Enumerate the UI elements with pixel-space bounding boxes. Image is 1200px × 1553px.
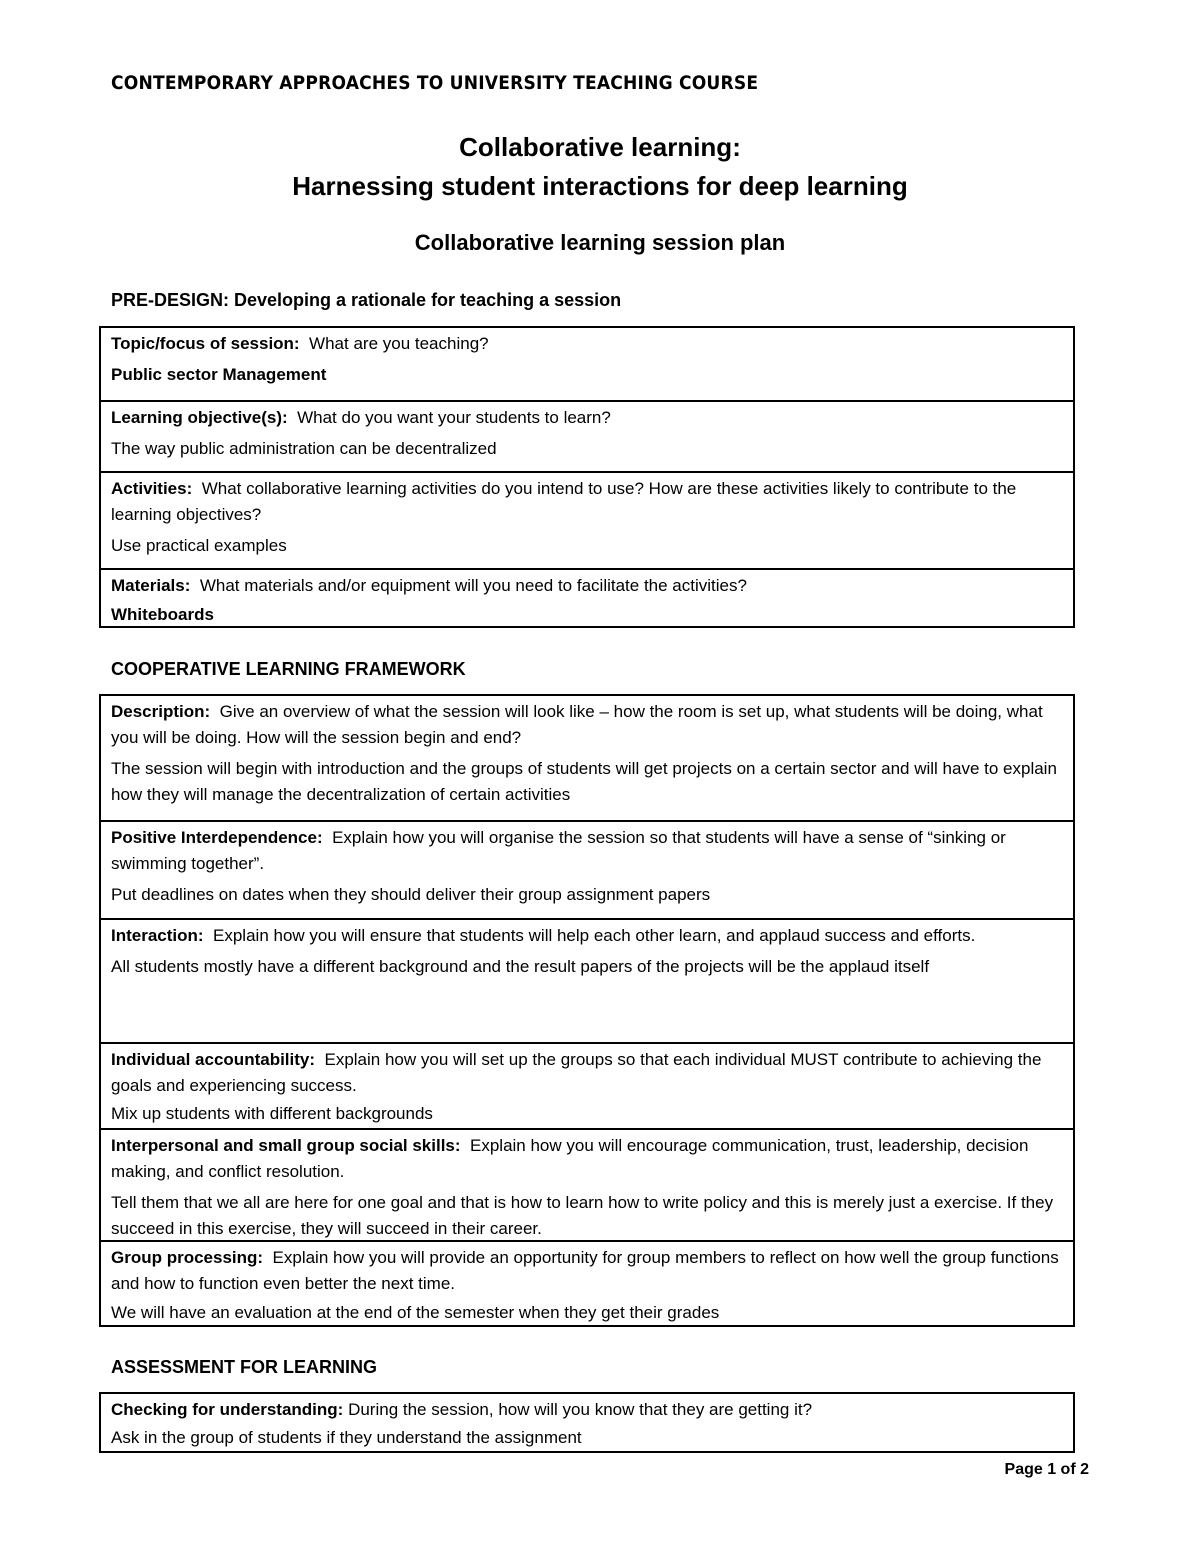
row-label: Topic/focus of session: — [111, 334, 300, 353]
framework-heading: COOPERATIVE LEARNING FRAMEWORK — [111, 659, 466, 679]
row-answer: Whiteboards — [111, 605, 214, 624]
row-description — [101, 696, 1073, 820]
row-answer: Use practical examples — [111, 536, 287, 555]
row-question: What do you want your students to learn? — [297, 408, 611, 427]
row-question: What collaborative learning activities do you intend to use? How are these activities likely to contribute to the learning objectives? — [111, 479, 1017, 524]
predesign-table — [99, 326, 1075, 628]
row-question: Explain how you will ensure that students will help each other learn, and applaud success and efforts. — [213, 926, 976, 945]
row-answer: All students mostly have a different background and the result papers of the projects will be the applaud itself — [111, 957, 930, 976]
row-learning-objectives — [101, 400, 1073, 471]
row-label: Description: — [111, 702, 211, 721]
row-prompt — [111, 1133, 1063, 1185]
row-topic — [101, 328, 1073, 400]
row-prompt — [111, 573, 1063, 599]
framework-table — [99, 694, 1075, 1327]
row-label: Materials: — [111, 576, 191, 595]
row-answer: Public sector Management — [111, 365, 327, 384]
row-prompt — [111, 1047, 1063, 1099]
row-label: Checking for understanding: — [111, 1400, 344, 1419]
row-prompt — [111, 405, 1063, 431]
row-answer: We will have an evaluation at the end of the semester when they get their grades — [111, 1303, 720, 1322]
row-individual-accountability — [101, 1042, 1073, 1128]
row-activities — [101, 471, 1073, 568]
session-plan-title: Collaborative learning session plan — [414, 230, 786, 255]
row-positive-interdependence — [101, 820, 1073, 918]
row-label: Individual accountability: — [111, 1050, 316, 1069]
row-prompt — [111, 699, 1063, 751]
row-question: Explain how you will set up the groups so that each individual MUST contribute to achieving the goals and experiencing success. — [111, 1050, 1042, 1095]
row-question: Explain how you will encourage communication, trust, leadership, decision making, and conflict resolution. — [111, 1136, 1029, 1181]
row-question: Explain how you will provide an opportunity for group members to reflect on how well the group functions and how to function even better the next time. — [111, 1248, 1059, 1293]
row-materials — [101, 568, 1073, 626]
row-label: Interaction: — [111, 926, 204, 945]
row-label: Group processing: — [111, 1248, 264, 1267]
row-label: Activities: — [111, 479, 193, 498]
row-prompt — [111, 923, 1063, 949]
assessment-heading: ASSESSMENT FOR LEARNING — [111, 1357, 378, 1377]
row-label: Learning objective(s): — [111, 408, 288, 427]
assessment-table — [99, 1392, 1075, 1453]
row-label: Interpersonal and small group social skills: — [111, 1136, 461, 1155]
row-question: What are you teaching? — [309, 334, 489, 353]
course-header: CONTEMPORARY APPROACHES TO UNIVERSITY TEACHING COURSE — [111, 72, 759, 94]
row-prompt — [111, 825, 1063, 877]
page-number: Page 1 of 2 — [1004, 1461, 1089, 1478]
row-question: What materials and/or equipment will you need to facilitate the activities? — [199, 576, 747, 595]
row-prompt — [111, 476, 1063, 528]
title-block — [0, 128, 1200, 258]
row-answer: The way public administration can be decentralized — [111, 439, 497, 458]
document-subtitle: Harnessing student interactions for deep learning — [292, 171, 908, 201]
row-social-skills — [101, 1128, 1073, 1240]
row-answer: Ask in the group of students if they understand the assignment — [111, 1428, 582, 1447]
row-question: Give an overview of what the session will look like – how the room is set up, what students will be doing, what you will be doing. How will the session begin and end? — [111, 702, 1043, 747]
document-title: Collaborative learning: — [459, 132, 741, 162]
row-question: Explain how you will organise the session so that students will have a sense of “sinking or swimming together”. — [111, 828, 1006, 873]
row-answer: The session will begin with introduction and the groups of students will get projects on a certain sector and will have to explain how they will manage the decentralization of certain activities — [111, 759, 1057, 804]
row-question: During the session, how will you know that they are getting it? — [348, 1400, 813, 1419]
row-answer: Tell them that we all are here for one goal and that is how to learn how to write policy and this is merely just a exercise. If they succeed in this exercise, they will succeed in their career. — [111, 1193, 1054, 1238]
row-group-processing — [101, 1240, 1073, 1325]
row-prompt — [111, 1245, 1063, 1297]
row-interaction — [101, 918, 1073, 1042]
row-prompt — [111, 331, 1063, 357]
row-answer: Mix up students with different backgrounds — [111, 1104, 433, 1123]
row-label: Positive Interdependence: — [111, 828, 323, 847]
predesign-heading: PRE-DESIGN: Developing a rationale for teaching a session — [111, 290, 622, 310]
row-answer: Put deadlines on dates when they should deliver their group assignment papers — [111, 885, 711, 904]
row-checking-understanding — [101, 1394, 1073, 1451]
row-prompt — [111, 1397, 1063, 1423]
